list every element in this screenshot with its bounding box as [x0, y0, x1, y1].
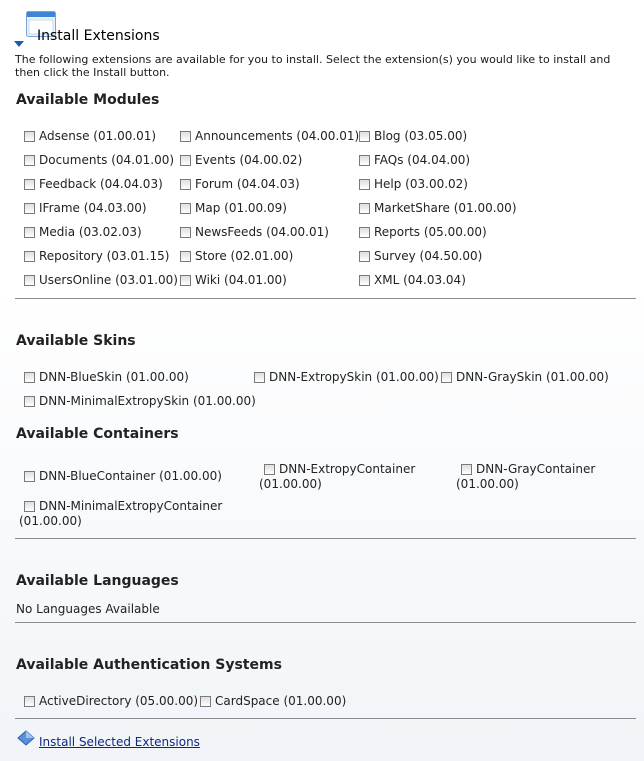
module-item[interactable]: Help (03.00.02): [359, 176, 468, 192]
module-item[interactable]: Survey (04.50.00): [359, 248, 482, 264]
divider: [15, 718, 636, 719]
checkbox[interactable]: [359, 179, 370, 190]
module-item[interactable]: XML (04.03.04): [359, 272, 466, 288]
checkbox[interactable]: [180, 227, 191, 238]
skins-heading: Available Skins: [16, 333, 136, 349]
checkbox[interactable]: [254, 372, 265, 383]
checkbox[interactable]: [24, 227, 35, 238]
checkbox[interactable]: [359, 131, 370, 142]
divider: [15, 298, 636, 299]
skin-item[interactable]: DNN-MinimalExtropySkin (01.00.00): [24, 393, 256, 409]
module-item[interactable]: Wiki (04.01.00): [180, 272, 287, 288]
module-item[interactable]: Store (02.01.00): [180, 248, 293, 264]
module-item[interactable]: Reports (05.00.00): [359, 224, 487, 240]
checkbox[interactable]: [24, 251, 35, 262]
checkbox[interactable]: [24, 696, 35, 707]
module-item[interactable]: FAQs (04.04.00): [359, 152, 470, 168]
module-item[interactable]: IFrame (04.03.00): [24, 200, 147, 216]
checkbox[interactable]: [359, 275, 370, 286]
container-item[interactable]: DNN-ExtropyContainer (01.00.00): [259, 462, 416, 491]
module-item[interactable]: UsersOnline (03.01.00): [24, 272, 178, 288]
divider: [15, 622, 636, 623]
auth-item[interactable]: ActiveDirectory (05.00.00): [24, 693, 198, 709]
module-item[interactable]: Media (03.02.03): [24, 224, 142, 240]
checkbox[interactable]: [24, 471, 35, 482]
checkbox[interactable]: [180, 155, 191, 166]
no-languages-text: No Languages Available: [16, 602, 160, 616]
checkbox[interactable]: [180, 179, 191, 190]
checkbox[interactable]: [264, 464, 275, 475]
checkbox[interactable]: [24, 396, 35, 407]
checkbox[interactable]: [200, 696, 211, 707]
module-item[interactable]: MarketShare (01.00.00): [359, 200, 517, 216]
skin-item[interactable]: DNN-ExtropySkin (01.00.00): [254, 369, 439, 385]
module-item[interactable]: Forum (04.04.03): [180, 176, 300, 192]
module-item[interactable]: NewsFeeds (04.00.01): [180, 224, 329, 240]
checkbox[interactable]: [24, 275, 35, 286]
checkbox[interactable]: [180, 251, 191, 262]
page-title: Install Extensions: [37, 28, 160, 44]
module-item[interactable]: Map (01.00.09): [180, 200, 287, 216]
container-item[interactable]: DNN-GrayContainer (01.00.00): [456, 462, 596, 491]
checkbox[interactable]: [180, 131, 191, 142]
skin-item[interactable]: DNN-BlueSkin (01.00.00): [24, 369, 189, 385]
container-item[interactable]: DNN-MinimalExtropyContainer (01.00.00): [19, 499, 223, 528]
module-item[interactable]: Events (04.00.02): [180, 152, 302, 168]
checkbox[interactable]: [180, 203, 191, 214]
checkbox[interactable]: [24, 131, 35, 142]
container-item[interactable]: DNN-BlueContainer (01.00.00): [24, 468, 222, 484]
auth-heading: Available Authentication Systems: [16, 657, 282, 673]
checkbox[interactable]: [24, 372, 35, 383]
module-item[interactable]: Documents (04.01.00): [24, 152, 174, 168]
module-item[interactable]: Feedback (04.04.03): [24, 176, 163, 192]
install-selected-link[interactable]: Install Selected Extensions: [39, 735, 200, 749]
checkbox[interactable]: [359, 251, 370, 262]
containers-heading: Available Containers: [16, 426, 179, 442]
install-diamond-icon[interactable]: [17, 730, 35, 746]
checkbox[interactable]: [24, 155, 35, 166]
divider: [15, 538, 636, 539]
checkbox[interactable]: [461, 464, 472, 475]
checkbox[interactable]: [359, 203, 370, 214]
module-item[interactable]: Adsense (01.00.01): [24, 128, 156, 144]
auth-item[interactable]: CardSpace (01.00.00): [200, 693, 346, 709]
checkbox[interactable]: [24, 179, 35, 190]
collapse-arrow-icon[interactable]: [14, 32, 24, 38]
modules-heading: Available Modules: [16, 92, 160, 108]
checkbox[interactable]: [180, 275, 191, 286]
languages-heading: Available Languages: [16, 573, 179, 589]
checkbox[interactable]: [441, 372, 452, 383]
page-description: The following extensions are available for you to install. Select the extension(s) you would like to install and then click the Install button.: [15, 53, 611, 79]
skin-item[interactable]: DNN-GraySkin (01.00.00): [441, 369, 609, 385]
checkbox[interactable]: [359, 227, 370, 238]
checkbox[interactable]: [24, 501, 35, 512]
module-item[interactable]: Blog (03.05.00): [359, 128, 467, 144]
module-item[interactable]: Repository (03.01.15): [24, 248, 169, 264]
module-item[interactable]: Announcements (04.00.01): [180, 128, 359, 144]
checkbox[interactable]: [359, 155, 370, 166]
checkbox[interactable]: [24, 203, 35, 214]
